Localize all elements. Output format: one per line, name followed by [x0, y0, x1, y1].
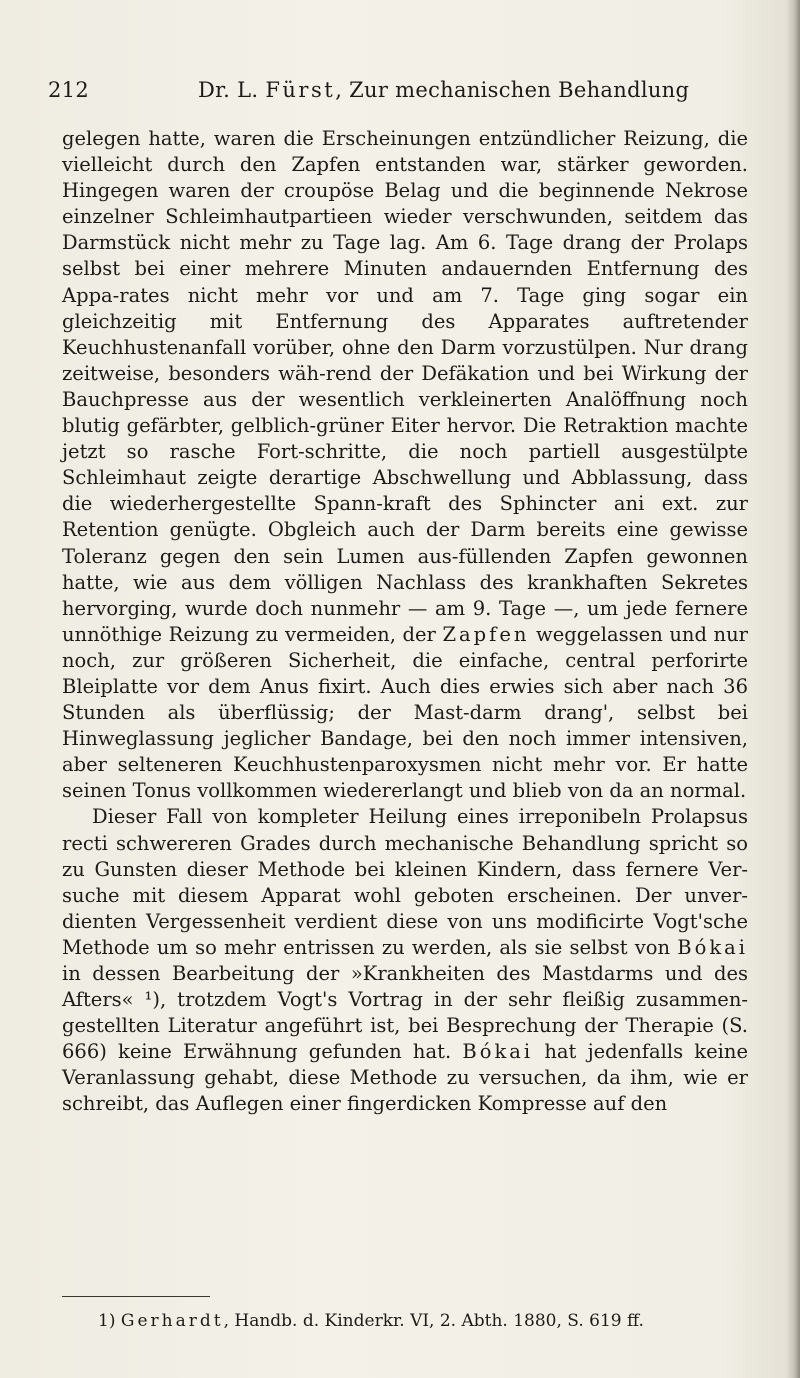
- page-edge-shadow: [786, 0, 800, 1378]
- footnote-marker: 1): [98, 1311, 116, 1331]
- paragraph-1-part-a: gelegen hatte, waren die Erscheinungen entzündlicher Reizung, die vielleicht durch den Zapfen entstanden war, stärker geworden. Hingegen waren der croupöse Belag und die beginnende Nekrose einzelner Schleimhautpartieen wieder verschwunden, seitdem das Darmstück nicht mehr zu Tage lag. Am 6. Tage drang der Prolaps selbst bei einer mehrere Minuten andauernden Entfernung des Appa-rates nicht mehr vor und am 7. Tage ging sogar ein gleichzeitig mit Entfernung des Apparates auftretender Keuchhustenanfall vorüber, ohne den Darm vorzustülpen. Nur drang zeitweise, besonders wäh-rend der Defäkation und bei Wirkung der Bauchpresse aus der wesentlich verkleinerten Analöffnung noch blutig gefärbter, gelblich-grüner Eiter hervor. Die Retraktion machte jetzt so rasche Fort-schritte, die noch partiell ausgestülpte Schleimhaut zeigte derartige Abschwellung und Abblassung, dass die wiederhergestellte Spann-kraft des Sphincter ani ext. zur Retention genügte. Obgleich auch der Darm bereits eine gewisse Toleranz gegen den sein Lumen aus-füllenden Zapfen gewonnen hatte, wie aus dem völligen Nachlass des krankhaften Sekretes hervorging, wurde doch nunmehr — am 9. Tage —, um jede fernere unnöthige Reizung zu vermeiden, der: [62, 127, 748, 646]
- page-number: 212: [48, 78, 89, 102]
- footnote: [98, 1310, 738, 1332]
- paragraph-2-part-a: Dieser Fall von kompleter Heilung eines irreponibeln Prolapsus recti schwereren Grades durch mechanische Behandlung spricht so zu Gunsten dieser Methode bei kleinen Kindern, dass fernere Ver-suche mit diesem Apparat wohl geboten erscheinen. Der unver-dienten Vergessenheit verdient diese von uns modificirte Vogt'sche Methode um so mehr entrissen zu werden, als sie selbst von: [62, 805, 748, 959]
- paragraph-2: [62, 804, 748, 1117]
- running-title-prefix: Dr. L.: [198, 78, 266, 102]
- footnote-separator: [62, 1296, 210, 1297]
- footnote-text: , Handb. d. Kinderkr. VI, 2. Abth. 1880, S. 619 ff.: [223, 1311, 644, 1331]
- paragraph-2-part-b: in dessen Bearbeitung der »Krankheiten des Mastdarms und des Afters« ¹), trotzdem Vogt's Vortrag in der sehr fleißig zusammen-gestellten Literatur angeführt ist, bei Besprechung der Therapie (S. 666) keine Erwähnung gefunden hat.: [62, 962, 748, 1064]
- emphasis-bokai-2: Bókai: [462, 1040, 534, 1064]
- running-title-rest: , Zur mechanischen Behandlung: [335, 78, 690, 102]
- emphasis-zapfen: Zapfen: [442, 622, 530, 646]
- paragraph-1-part-b: weggelassen und nur noch, zur größeren Sicherheit, die einfache, central perforirte Bleiplatte vor dem Anus fixirt. Auch dies erwies sich aber nach 36 Stunden als überflüssig; der Mast-darm drang', selbst bei Hinweglassung jeglicher Bandage, bei den noch immer intensiven, aber selteneren Keuchhustenparoxysmen nicht mehr vor. Er hatte seinen Tonus vollkommen wiedererlangt und blieb von da an normal.: [62, 622, 748, 803]
- emphasis-bokai-1: Bókai: [677, 935, 748, 959]
- page-header: [48, 78, 748, 108]
- paragraph-2-part-c: hat jedenfalls keine Veranlassung gehabt, diese Methode zu versuchen, da ihm, wie er schreibt, das Auflegen einer fingerdicken Kompresse auf den: [62, 1040, 748, 1116]
- running-title: [198, 78, 689, 102]
- footnote-author: Gerhardt: [120, 1311, 224, 1331]
- paragraph-1: [62, 126, 748, 804]
- running-title-author: Fürst: [265, 78, 336, 102]
- body-text: [62, 126, 748, 1118]
